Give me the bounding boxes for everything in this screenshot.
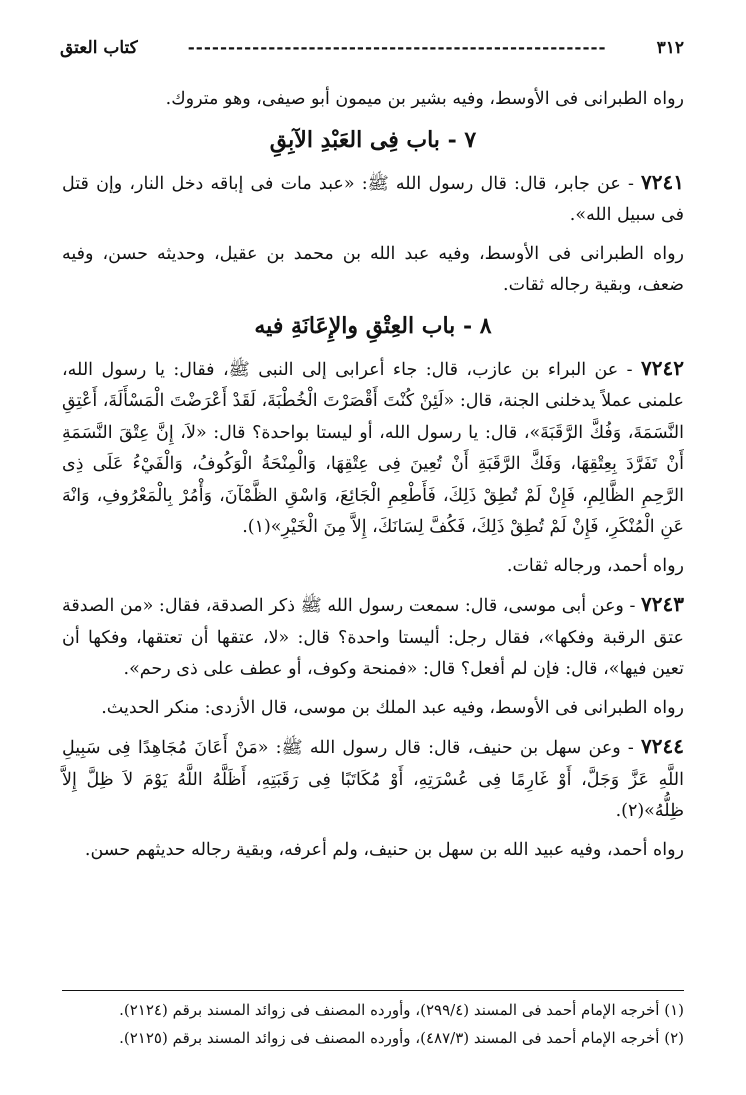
page-number: ٣١٢ [656,38,684,58]
hadith-text: - عن البراء بن عازب، قال: جاء أعرابى إلى النبى ﷺ، فقال: يا رسول الله، علمنى عملاً يدخلنى الجنة، قال: «لَئِنْ كُنْتَ أَقْصَرْتَ الْخُطْبَةَ، لَقَدْ أَعْرَضْتَ الْمَسْأَلَةَ، أَعْتِقِ النَّسَمَةَ، وَفُكَّ الرَّقَبَةَ»، قال: يا رسول الله، أو ليستا بواحدة؟ قال: «لاَ، إِنَّ عِتْقَ النَّسَمَةِ أَنْ تَفَرَّدَ بِعِتْقِهَا، وَفَكَّ الرَّقَبَةِ أَنْ تُعِينَ فِى عِتْقِهَا، وَالْمِنْحَةُ الْوَكُوفُ، وَالْفَيْءُ عَلَى ذِى الرَّحِمِ الظَّالِمِ، فَإِنْ لَمْ تُطِقْ ذَلِكَ، فَأَطْعِمِ الْجَائِعَ، وَاسْقِ الظَّمْآنَ، وَأْمُرْ بِالْمَعْرُوفِ، وَانْهَ عَنِ الْمُنْكَرِ، فَإِنْ لَمْ تُطِقْ ذَلِكَ، فَكُفَّ لِسَانَكَ، إِلاَّ مِنَ الْخَيْرِ»(١). [62,359,684,537]
hadith-7242 [62,353,684,544]
hadith-7242-source: رواه أحمد، ورجاله ثقات. [506,555,684,576]
hadith-number: ٧٢٤٣ [641,592,684,616]
footnote-2: (٢) أخرجه الإمام أحمد فى المسند (٤٨٧/٣)، وأورده المصنف فى زوائد المسند برقم (٢١٢٥). [119,1029,684,1047]
section-heading-7: ٧ - باب فِى العَبْدِ الآبِقِ [269,126,477,153]
hadith-number: ٧٢٤٤ [641,734,684,758]
hadith-number: ٧٢٤٢ [641,355,684,380]
hadith-text: - عن جابر، قال: قال رسول الله ﷺ: «عبد مات فى إباقه دخل النار، وإن قتل فى سبيل الله». [62,173,684,225]
hadith-7243-source: رواه الطبرانى فى الأوسط، وفيه عبد الملك بن موسى، قال الأزدى: منكر الحديث. [101,697,684,718]
chapter-title: كتاب العتق [60,38,138,58]
hadith-7241 [62,167,684,232]
hadith-7244-source: رواه أحمد، وفيه عبيد الله بن سهل بن حنيف، ولم أعرفه، وبقية رجاله حديثهم حسن. [84,839,684,860]
hadith-7243 [62,589,684,686]
intro-source: رواه الطبرانى فى الأوسط، وفيه بشير بن ميمون أبو صيفى، وهو متروك. [165,89,684,109]
footnote-1: (١) أخرجه الإمام أحمد فى المسند (٢٩٩/٤)، وأورده المصنف فى زوائد المسند برقم (٢١٢٤). [119,1001,684,1019]
hadith-7241-source: رواه الطبرانى فى الأوسط، وفيه عبد الله بن محمد بن عقيل، وحديثه حسن، وفيه ضعف، وبقية رجاله ثقات. [62,243,684,295]
footnote-divider [62,990,684,991]
hadith-text: - وعن سهل بن حنيف، قال: قال رسول الله ﷺ: «مَنْ أَعَانَ مُجَاهِدًا فِى سَبِيلِ اللَّهِ عَزَّ وَجَلَّ، أَوْ غَارِمًا فِى عُسْرَتِهِ، أَوْ مُكَاتَبًا فِى رَقَبَتِهِ، أَظَلَّهُ اللَّهُ يَوْمَ لاَ ظِلَّ إِلاَّ ظِلُّهُ»(٢). [62,738,684,821]
footnotes [62,996,684,1052]
hadith-7244 [62,731,684,828]
header-rule: ---------------------------------------------------- [187,38,607,58]
page-header [60,38,684,58]
page-body [62,84,684,873]
section-heading-8: ٨ - باب العِتْقِ والإِعَانَةِ فيه [254,312,492,339]
hadith-text: - وعن أبى موسى، قال: سمعت رسول الله ﷺ ذكر الصدقة، فقال: «من الصدقة عتق الرقبة وفكها»، فقال رجل: أليستا واحدة؟ قال: «لا، عتقها أن تعتقها، وفكها أن تعين فيها»، قال: فإن لم أفعل؟ قال: «فمنحة وكوف، أو عطف على ذى رحم». [62,596,684,679]
hadith-number: ٧٢٤١ [641,169,684,194]
